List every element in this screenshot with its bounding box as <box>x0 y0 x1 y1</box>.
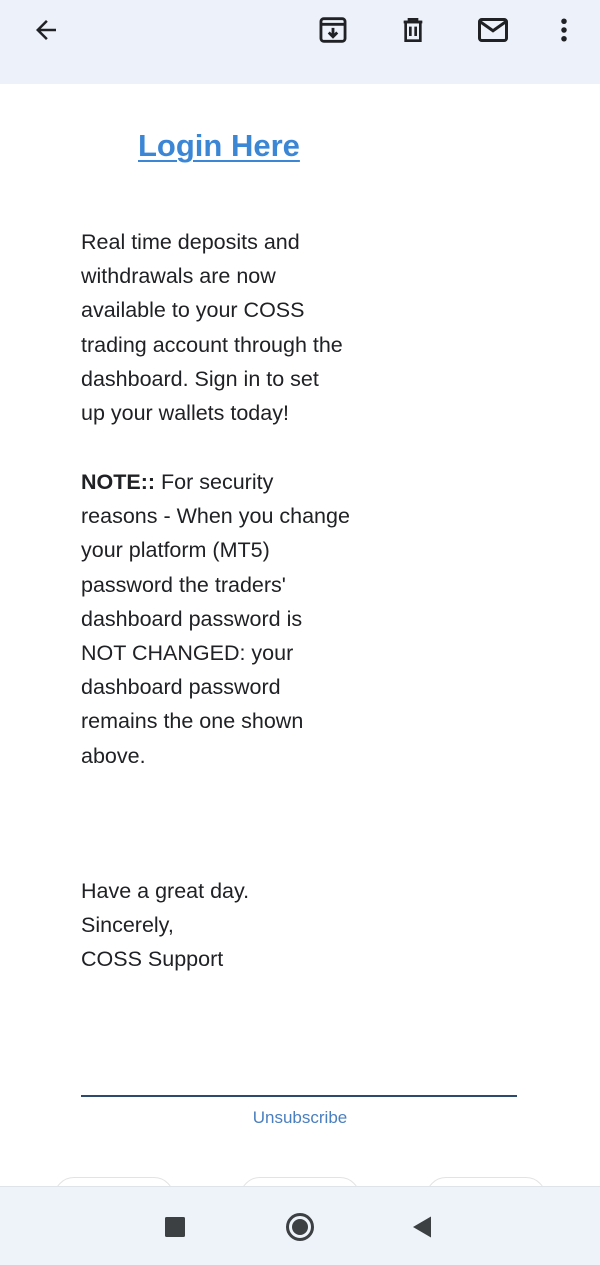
mail-icon <box>475 12 511 48</box>
more-vert-icon <box>549 15 579 45</box>
text-line: Have a great day. <box>81 879 250 903</box>
recents-button[interactable] <box>153 1205 197 1249</box>
forward-button-partial[interactable] <box>426 1177 546 1186</box>
login-link[interactable]: Login Here <box>138 128 300 163</box>
text-line: remains the one shown <box>81 709 304 734</box>
text-line: withdrawals are now <box>81 264 276 289</box>
system-nav-bar <box>0 1186 600 1265</box>
text-line: available to your COSS <box>81 298 305 323</box>
reply-button-partial[interactable] <box>54 1177 174 1186</box>
archive-button[interactable] <box>307 8 359 52</box>
note-first-line <box>81 465 381 499</box>
text-line: COSS Support <box>81 947 224 972</box>
note-label: NOTE:: <box>81 470 156 494</box>
text-line: above. <box>81 743 146 768</box>
unsubscribe-link[interactable]: Unsubscribe <box>252 1108 348 1127</box>
reply-all-button-partial[interactable] <box>240 1177 360 1186</box>
text-line: dashboard password <box>81 675 281 700</box>
text-line: Sincerely, <box>81 913 174 938</box>
text-line: password the traders' <box>81 572 286 597</box>
paragraph-note <box>81 465 381 773</box>
text-line: dashboard. Sign in to set <box>81 366 319 391</box>
text-line: up your wallets today! <box>81 401 289 426</box>
square-icon <box>164 1216 186 1238</box>
paragraph-deposits <box>81 225 381 430</box>
top-toolbar <box>0 0 600 84</box>
text-line: dashboard password is <box>81 606 303 631</box>
archive-icon <box>316 13 350 47</box>
nav-back-button[interactable] <box>400 1205 444 1249</box>
arrow-left-icon <box>31 15 61 45</box>
triangle-back-icon <box>411 1215 433 1239</box>
email-body <box>0 84 600 1186</box>
note-first-text: For security <box>155 470 274 494</box>
back-button[interactable] <box>20 8 72 52</box>
text-line: Real time deposits and <box>81 230 300 254</box>
closing-signature <box>81 874 381 977</box>
text-line: NOT CHANGED: your <box>81 641 294 666</box>
text-line: your platform (MT5) <box>81 538 270 563</box>
home-button[interactable] <box>278 1205 322 1249</box>
delete-button[interactable] <box>387 8 439 52</box>
footer-divider <box>81 1095 517 1097</box>
trash-icon <box>397 14 429 46</box>
circle-icon <box>284 1211 316 1243</box>
mark-unread-button[interactable] <box>467 8 519 52</box>
text-line: trading account through the <box>81 332 343 357</box>
text-line: reasons - When you change <box>81 504 350 529</box>
more-options-button[interactable] <box>538 8 590 52</box>
